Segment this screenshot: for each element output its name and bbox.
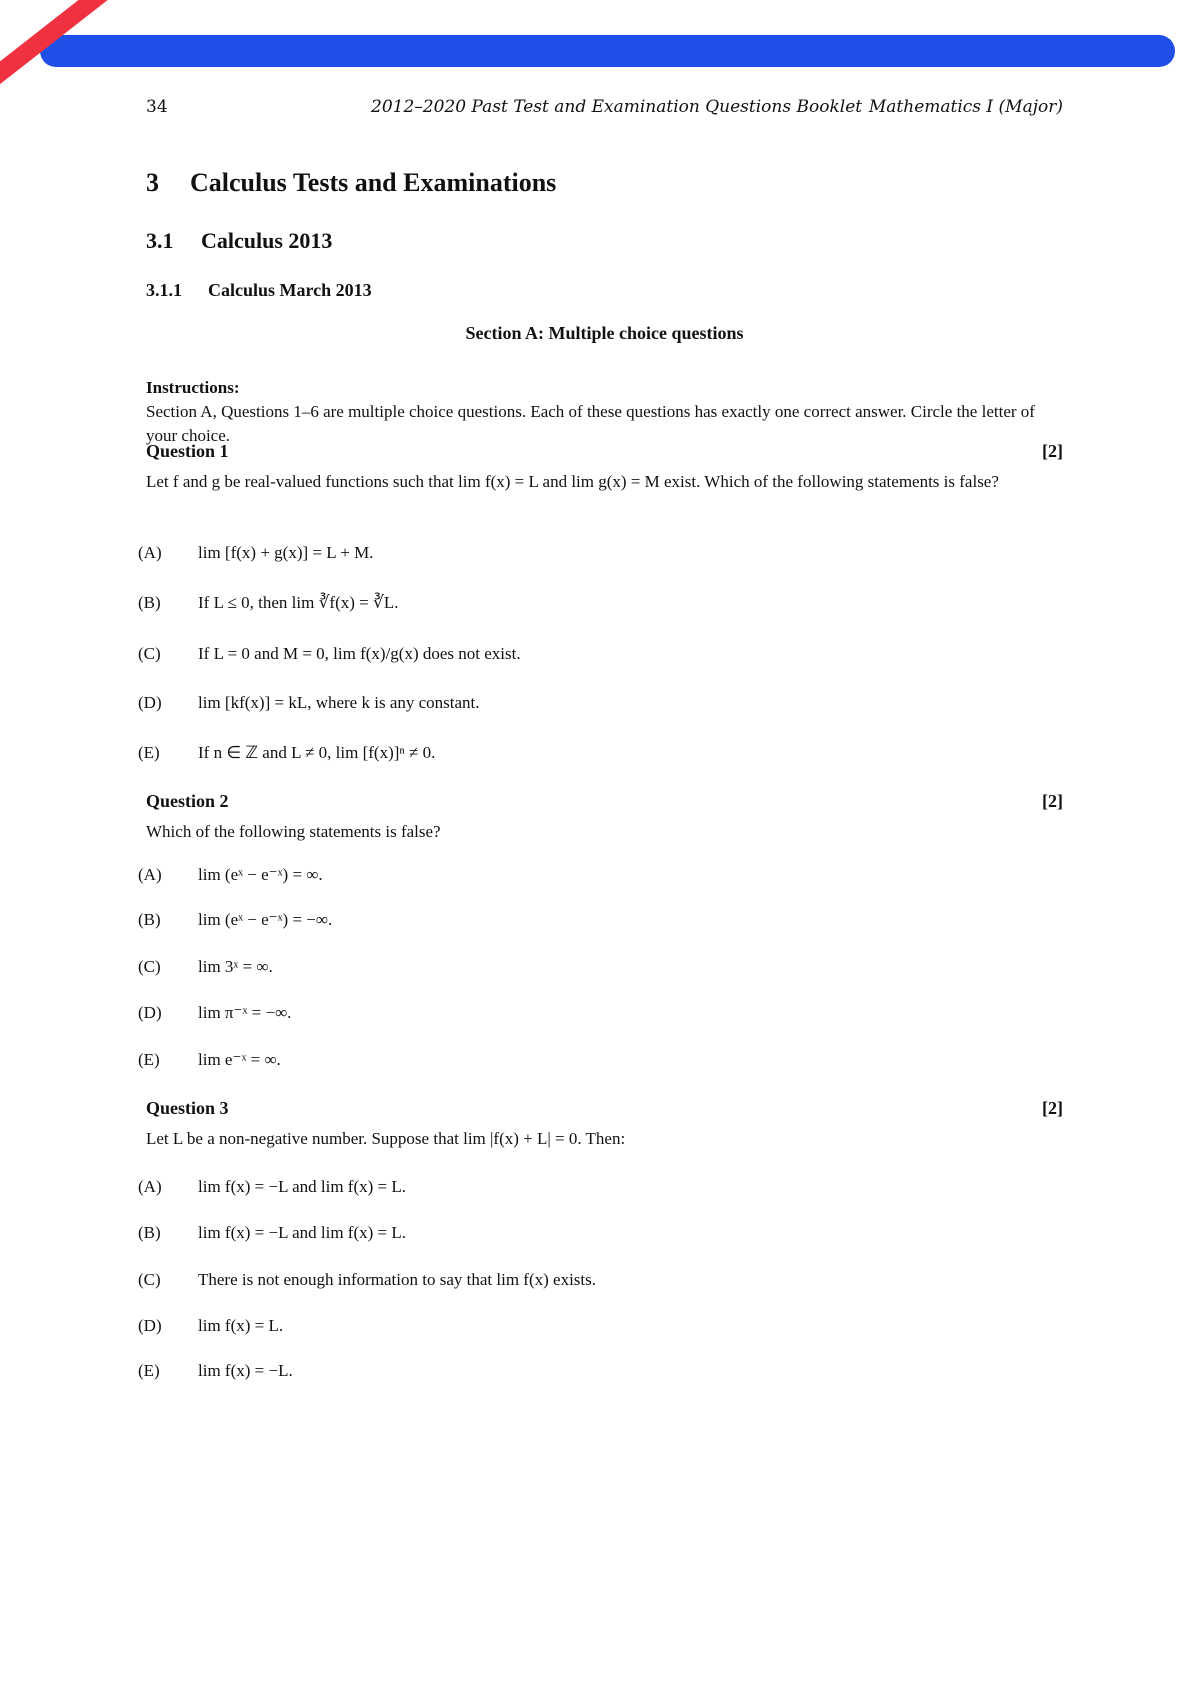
question-heading: Question 3 [2] — [146, 1098, 1063, 1118]
question-marks: [2] — [1042, 1098, 1063, 1118]
instructions-text: Section A, Questions 1–6 are multiple choice questions. Each of these questions has exactly one correct answer. Circle the letter of your choice. — [146, 402, 1035, 445]
question-heading: Question 1 [2] — [146, 441, 1063, 461]
question-marks: [2] — [1042, 441, 1063, 461]
question-text: Which of the following statements is false? — [146, 822, 441, 841]
running-header — [146, 97, 1063, 121]
instructions — [146, 376, 1063, 448]
question-marks: [2] — [1042, 791, 1063, 811]
subsection-heading: 3.1.1 Calculus March 2013 — [146, 280, 372, 300]
question-text: Let f and g be real-valued functions such that lim f(x) = L and lim g(x) = M exist. Which of the following statements is false? — [146, 472, 999, 491]
instructions-label: Instructions: — [146, 378, 240, 397]
section-heading: 3.1 Calculus 2013 — [146, 228, 333, 253]
question-text: Let L be a non-negative number. Suppose that lim |f(x) + L| = 0. Then: — [146, 1129, 626, 1148]
section-a-title: Section A: Multiple choice questions — [465, 323, 744, 343]
page-number: 34 — [146, 97, 168, 117]
course-title: Mathematics I (Major) — [868, 97, 1063, 117]
top-banner — [40, 35, 1175, 67]
question-heading: Question 2 [2] — [146, 791, 1063, 811]
chapter-heading: 3 Calculus Tests and Examinations — [146, 168, 557, 197]
booklet-title: 2012–2020 Past Test and Examination Questions Booklet — [371, 97, 863, 117]
